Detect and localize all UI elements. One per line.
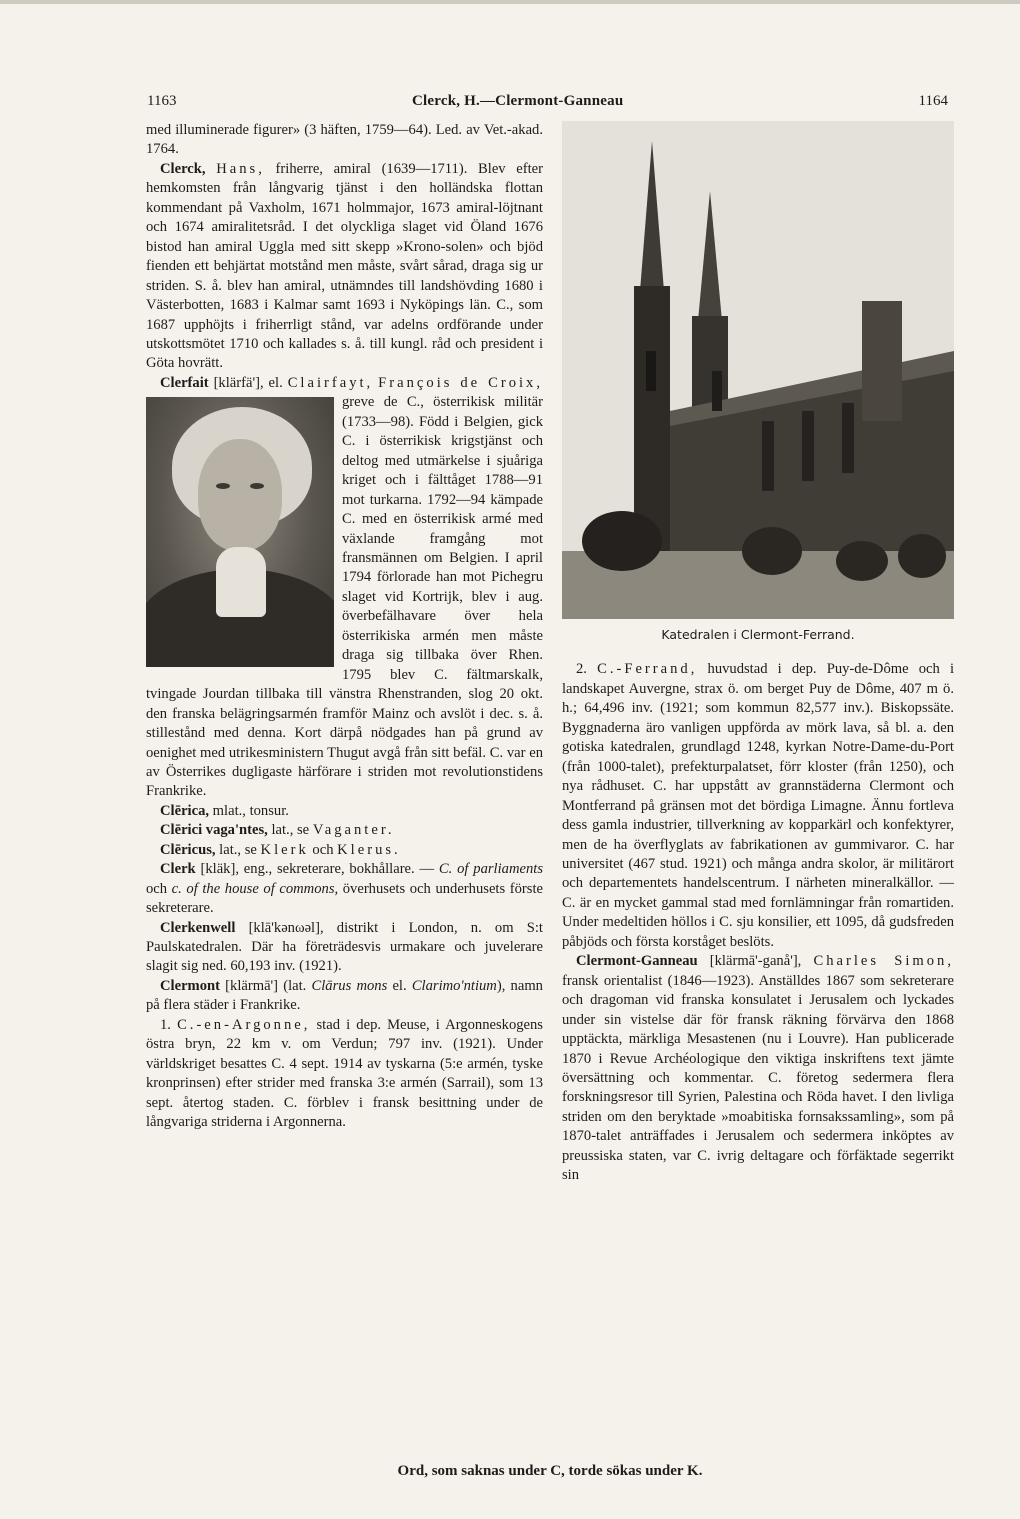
entry-text: greve de C., österrikisk militär (1733—98). Född i Belgien, gick C. i österrikisk krigstjänst och deltog med utmärkelse i sjuåriga kriget och i fälttåget 1788—91 mot turkarna. 1792—94 kämpade C. med en österrikisk armé med växlande framgång mot fransmännen om Belgien. I april 1794 förlorade han mot Pichegru slaget vid Kortrijk, blev i aug. överbefälhavare över hela österrikiska armén men måste draga sig tillbaka över Rhen. 1795 blev C. fältmarskalk, tvingade Jourdan tillbaka till vänstra Rhenstranden, slog 20 okt. den franska belägringsarmén framför Mainz och avslöt i dec. s. å. stillestånd med denna. Kort därpå nödgades han på grund av oenighet med utrikesministern Thugut avgå från sitt befäl. C. var en av Österrikes dugligaste härförare i striden mot revolutionstidens Frankrike. [146, 394, 543, 800]
headword: Clerk [160, 861, 196, 878]
running-title: Clerck, H.—Clermont-Ganneau [412, 93, 624, 109]
place-name: C.-Ferrand, [597, 661, 698, 678]
cross-reference: Vaganter. [312, 822, 395, 839]
headword: Clerck, [160, 160, 206, 177]
page-top-edge [0, 0, 1020, 4]
entry-clermont [146, 977, 543, 1016]
window [762, 421, 774, 491]
entry-text: och [308, 841, 338, 858]
running-header [0, 93, 1020, 113]
tree [836, 541, 888, 581]
left-column [146, 121, 543, 1133]
cathedral-illustration [562, 121, 954, 619]
italic-term: c. of the house of commons, [171, 880, 339, 897]
cathedral-photo [562, 121, 954, 619]
italic-term: Clarimo'ntium [411, 977, 497, 994]
cross-reference: Klerus. [337, 841, 401, 858]
entry-text: lat., se [267, 822, 313, 839]
headword: Clermont [160, 977, 220, 994]
entry-clermont-argonne [146, 1016, 543, 1133]
entry-text: överhusets och underhusets förste sekreterare. [146, 880, 543, 917]
entry-clermont-ganneau [562, 952, 954, 1185]
footer-note: Ord, som saknas under C, torde sökas under K. [397, 1463, 703, 1479]
entry-clerica [146, 802, 543, 821]
person-name: François de Croix, [378, 374, 543, 391]
entry-text: fransk orientalist (1846—1923). Anställdes 1867 som sekreterare och dragoman vid franska konsulatet i Jerusalem och lyckades under sin vistelse där för fransk räkning förvärva den 1868 upptäckta, märkliga Mesastenen (nu i Louvre). Han publicerade 1870 i Revue Archéologique den viktiga inskriftens text jämte översättning och kommentar. C. företog sedermera flera forskningsresor till Syrien, Palestina och Röda havet. I den livliga striden om den beryktade »moabitiska fornsakssamling», som på 1870-talet anträffades i Jerusalem och sedermera inköptes av preussiska staten, var C. ivrig deltagare och förfäktade segerrikt sin [562, 972, 954, 1184]
entry-text: [klā'kənωəl], distrikt i London, n. om S:t Paulskatedralen. Där ha företrädesvis urmakare och juvelerare slagit sig ned. 60,193 inv. (1921). [146, 919, 543, 975]
entry-text: el. [387, 977, 412, 994]
headword: Clērica, [160, 802, 210, 819]
italic-term: C. of parliaments [438, 861, 543, 878]
entry-clerk [146, 860, 543, 918]
person-name: Clairfayt, [287, 374, 374, 391]
portrait-face [198, 439, 282, 551]
photo-caption: Katedralen i Clermont-Ferrand. [661, 627, 855, 642]
entry-text: och [146, 880, 172, 897]
page-number-right: 1164 [918, 93, 948, 109]
entry-clericus [146, 841, 543, 860]
entry-text: [klärmā'] (lat. [219, 977, 312, 994]
page-number-left: 1163 [147, 93, 177, 109]
entry-text: 1. [160, 1016, 178, 1033]
transept-tower [862, 301, 902, 421]
cross-reference: Klerk [260, 841, 309, 858]
entry-text: [kläk], eng., sekreterare, bokhållare. — [195, 861, 439, 878]
portrait-image [146, 397, 334, 667]
person-name: Hans, [216, 160, 265, 177]
tree [898, 534, 946, 578]
italic-term: Clārus mons [311, 977, 388, 994]
entry-clerici-vagantes [146, 821, 543, 840]
headword: Clerfait [160, 374, 209, 391]
entry-text: lat., se [215, 841, 261, 858]
portrait-cravat [216, 547, 266, 617]
entry-text: mlat., tonsur. [209, 802, 289, 819]
headword: Clēricus, [160, 841, 216, 858]
window [842, 403, 854, 473]
entry-text: stad i dep. Meuse, i Argonneskogens östra bryn, 22 km v. om Verdun; 797 inv. (1921). Under världskriget besattes C. 4 sept. 1914 av tyskarna (5:e armén, tyske kronprinsen) efter strider med franska 3:e armén (Sarrail), som 13 sept. återtog staden. C. förblev i fransk besittning under de långvariga striderna i Argonnerna. [146, 1016, 543, 1131]
window [712, 371, 722, 411]
entry-text: friherre, amiral (1639—1711). Blev efter hemkomsten från långvarig tjänst i den holländska flottan kommendant på Vaxholm, 1671 holmmajor, 1673 amiral-löjtnant och 1674 amiralitetsråd. I det olyckliga slaget vid Öland 1676 bistod han amiral Uggla med sitt skepp »Krono-solen» och bjöd fienden ett behjärtat motstånd men måste, svårt sårad, draga sig ur striden. S. å. blev han amiral, utnämndes till landshövding 1680 i Västerbotten, 1683 i Kalmar samt 1693 i Nyköpings län. C., som 1687 upphöjts i friherrligt stånd, var adelns ordförande under utskottsmötet 1710 och kallades s. å. till kungl. råd och president i Göta hovrätt. [146, 160, 544, 372]
entry-text: ), namn på flera städer i Frankrike. [146, 977, 543, 1014]
place-name: C.-en-Argonne, [177, 1016, 311, 1033]
entry-clermont-ferrand [562, 660, 954, 952]
right-column [562, 121, 954, 1186]
entry-continuation: med illuminerade figurer» (3 häften, 1759—64). Led. av Vet.-akad. 1764. [146, 122, 543, 158]
window [802, 411, 814, 481]
entry-clerck-hans [146, 160, 543, 374]
entry-clerkenwell [146, 919, 543, 977]
pronunciation: [klärfä'], el. [208, 374, 288, 391]
window [646, 351, 656, 391]
entry-clerfait [146, 374, 543, 802]
entry-text: 2. [576, 661, 598, 678]
person-name: Charles Simon, [813, 953, 954, 970]
pronunciation: [klärmā'-ganå'], [697, 953, 814, 970]
tree [742, 527, 802, 575]
headword: Clerkenwell [160, 919, 236, 936]
tree [582, 511, 662, 571]
headword: Clērici vaga'ntes, [160, 822, 268, 839]
headword: Clermont-Ganneau [576, 953, 698, 970]
entry-text: huvudstad i dep. Puy-de-Dôme och i landskapet Auvergne, strax ö. om berget Puy de Dôme, 407 m ö. h.; 64,496 inv. (1921; som kommun 82,577 inv.). Biskopssäte. Byggnaderna äro vanligen uppförda av mörk lava, så bl. a. den gotiska katedralen, grundlagd 1248, kyrkan Notre-Dame-du-Port (från 1000-talet), prefekturpalatset, förr kloster (från 1250), och nya rådhuset. C. har uppstått av grannstäderna Clermont och Montferrand på gränsen mot det bördiga Limagne. Ännu fortleva dess gamla industrier, tillverkning av kopparkärl och konfektyrer, men de ha överflyglats av fabrikationen av gummivaror. C. har universitet (467 stud. 1921) och många andra skolor, är militärort och departementets handelscentrum. I närheten mineralkällor. — C. är en mycket gammal stad med fornlämningar från romartiden. Under medeltiden höllos i C. sju konsilier, ett 1095, då gudsfreden påbjöds och första korståget beslöts. [562, 661, 955, 950]
